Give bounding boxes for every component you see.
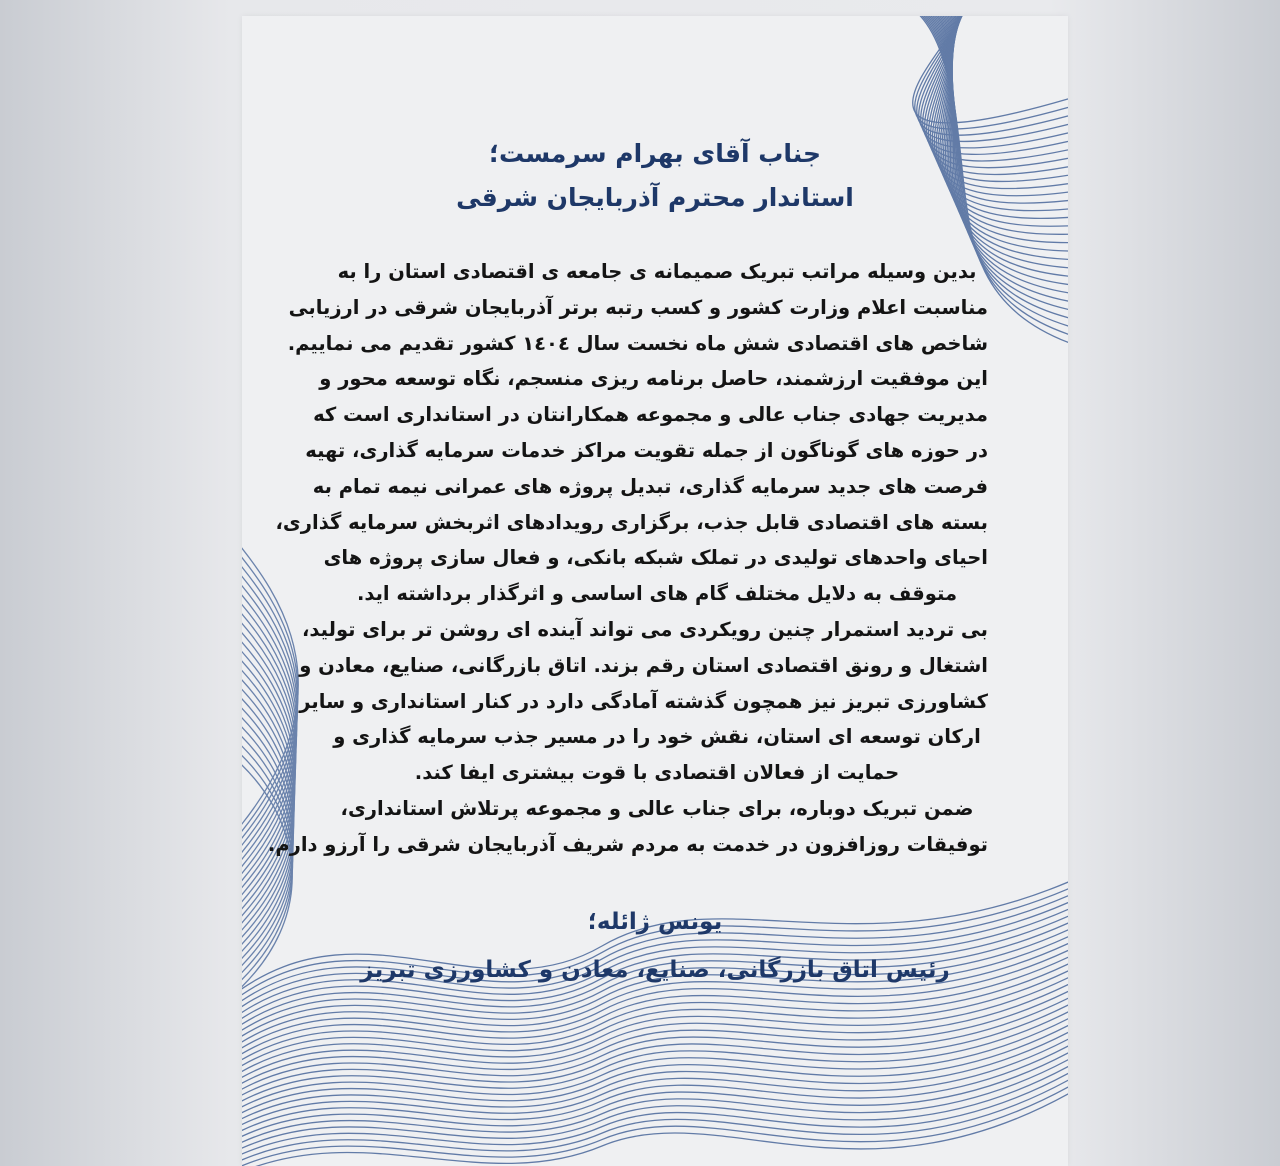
recipient-title: استاندار محترم آذربایجان شرقی bbox=[456, 183, 854, 212]
letter-card bbox=[242, 16, 1068, 1166]
sender-title: رئیس اتاق بازرگانی، صنایع، معادن و کشاورزی تبریز bbox=[360, 957, 950, 983]
body-line: بی تردید استمرار چنین رویکردی می تواند آینده ای روشن تر برای تولید، bbox=[302, 617, 988, 641]
recipient-name: جناب آقای بهرام سرمست؛ bbox=[489, 139, 821, 168]
body-line: فرصت های جدید سرمایه گذاری، تبدیل پروژه های عمرانی نیمه تمام به bbox=[312, 474, 988, 498]
body-line: کشاورزی تبریز نیز همچون گذشته آمادگی دارد در کنار استانداری و سایر bbox=[299, 689, 988, 713]
body-line: حمایت از فعالان اقتصادی با قوت بیشتری ایفا کند. bbox=[414, 761, 900, 785]
body-line: این موفقیت ارزشمند، حاصل برنامه ریزی منسجم، نگاه توسعه محور و bbox=[319, 367, 988, 391]
sender-name: یونس ژائله؛ bbox=[587, 909, 723, 935]
letter-content bbox=[242, 16, 1068, 1166]
letter-body bbox=[267, 254, 988, 863]
body-line: بدین وسیله مراتب تبریک صمیمانه ی جامعه ی اقتصادی استان را به bbox=[337, 260, 977, 283]
body-line: ضمن تبریک دوباره، برای جناب عالی و مجموعه پرتلاش استانداری، bbox=[340, 796, 974, 820]
body-line: بسته های اقتصادی قابل جذب، برگزاری رویدادهای اثربخش سرمایه گذاری، bbox=[275, 510, 988, 534]
body-line: شاخص های اقتصادی شش ماه نخست سال ۱٤٠٤ کشور تقدیم می نماییم. bbox=[287, 331, 988, 355]
body-line: احیای واحدهای تولیدی در تملک شبکه بانکی، و فعال سازی پروژه های bbox=[323, 546, 988, 570]
body-line: مدیریت جهادی جناب عالی و مجموعه همکارانتان در استانداری است که bbox=[313, 403, 988, 427]
body-line: در حوزه های گوناگون از جمله تقویت مراکز خدمات سرمایه گذاری، تهیه bbox=[305, 438, 988, 462]
body-line: متوقف به دلایل مختلف گام های اساسی و اثرگذار برداشته اید. bbox=[356, 582, 958, 606]
body-line: ارکان توسعه ای استان، نقش خود را در مسیر جذب سرمایه گذاری و bbox=[333, 725, 981, 749]
body-line: مناسبت اعلام وزارت کشور و کسب رتبه برتر آذربایجان شرقی در ارزیابی bbox=[288, 295, 988, 319]
body-line: اشتغال و رونق اقتصادی استان رقم بزند. اتاق بازرگانی، صنایع، معادن و bbox=[299, 653, 988, 677]
body-line: توفیقات روزافزون در خدمت به مردم شریف آذربایجان شرقی را آرزو دارم. bbox=[267, 832, 988, 856]
